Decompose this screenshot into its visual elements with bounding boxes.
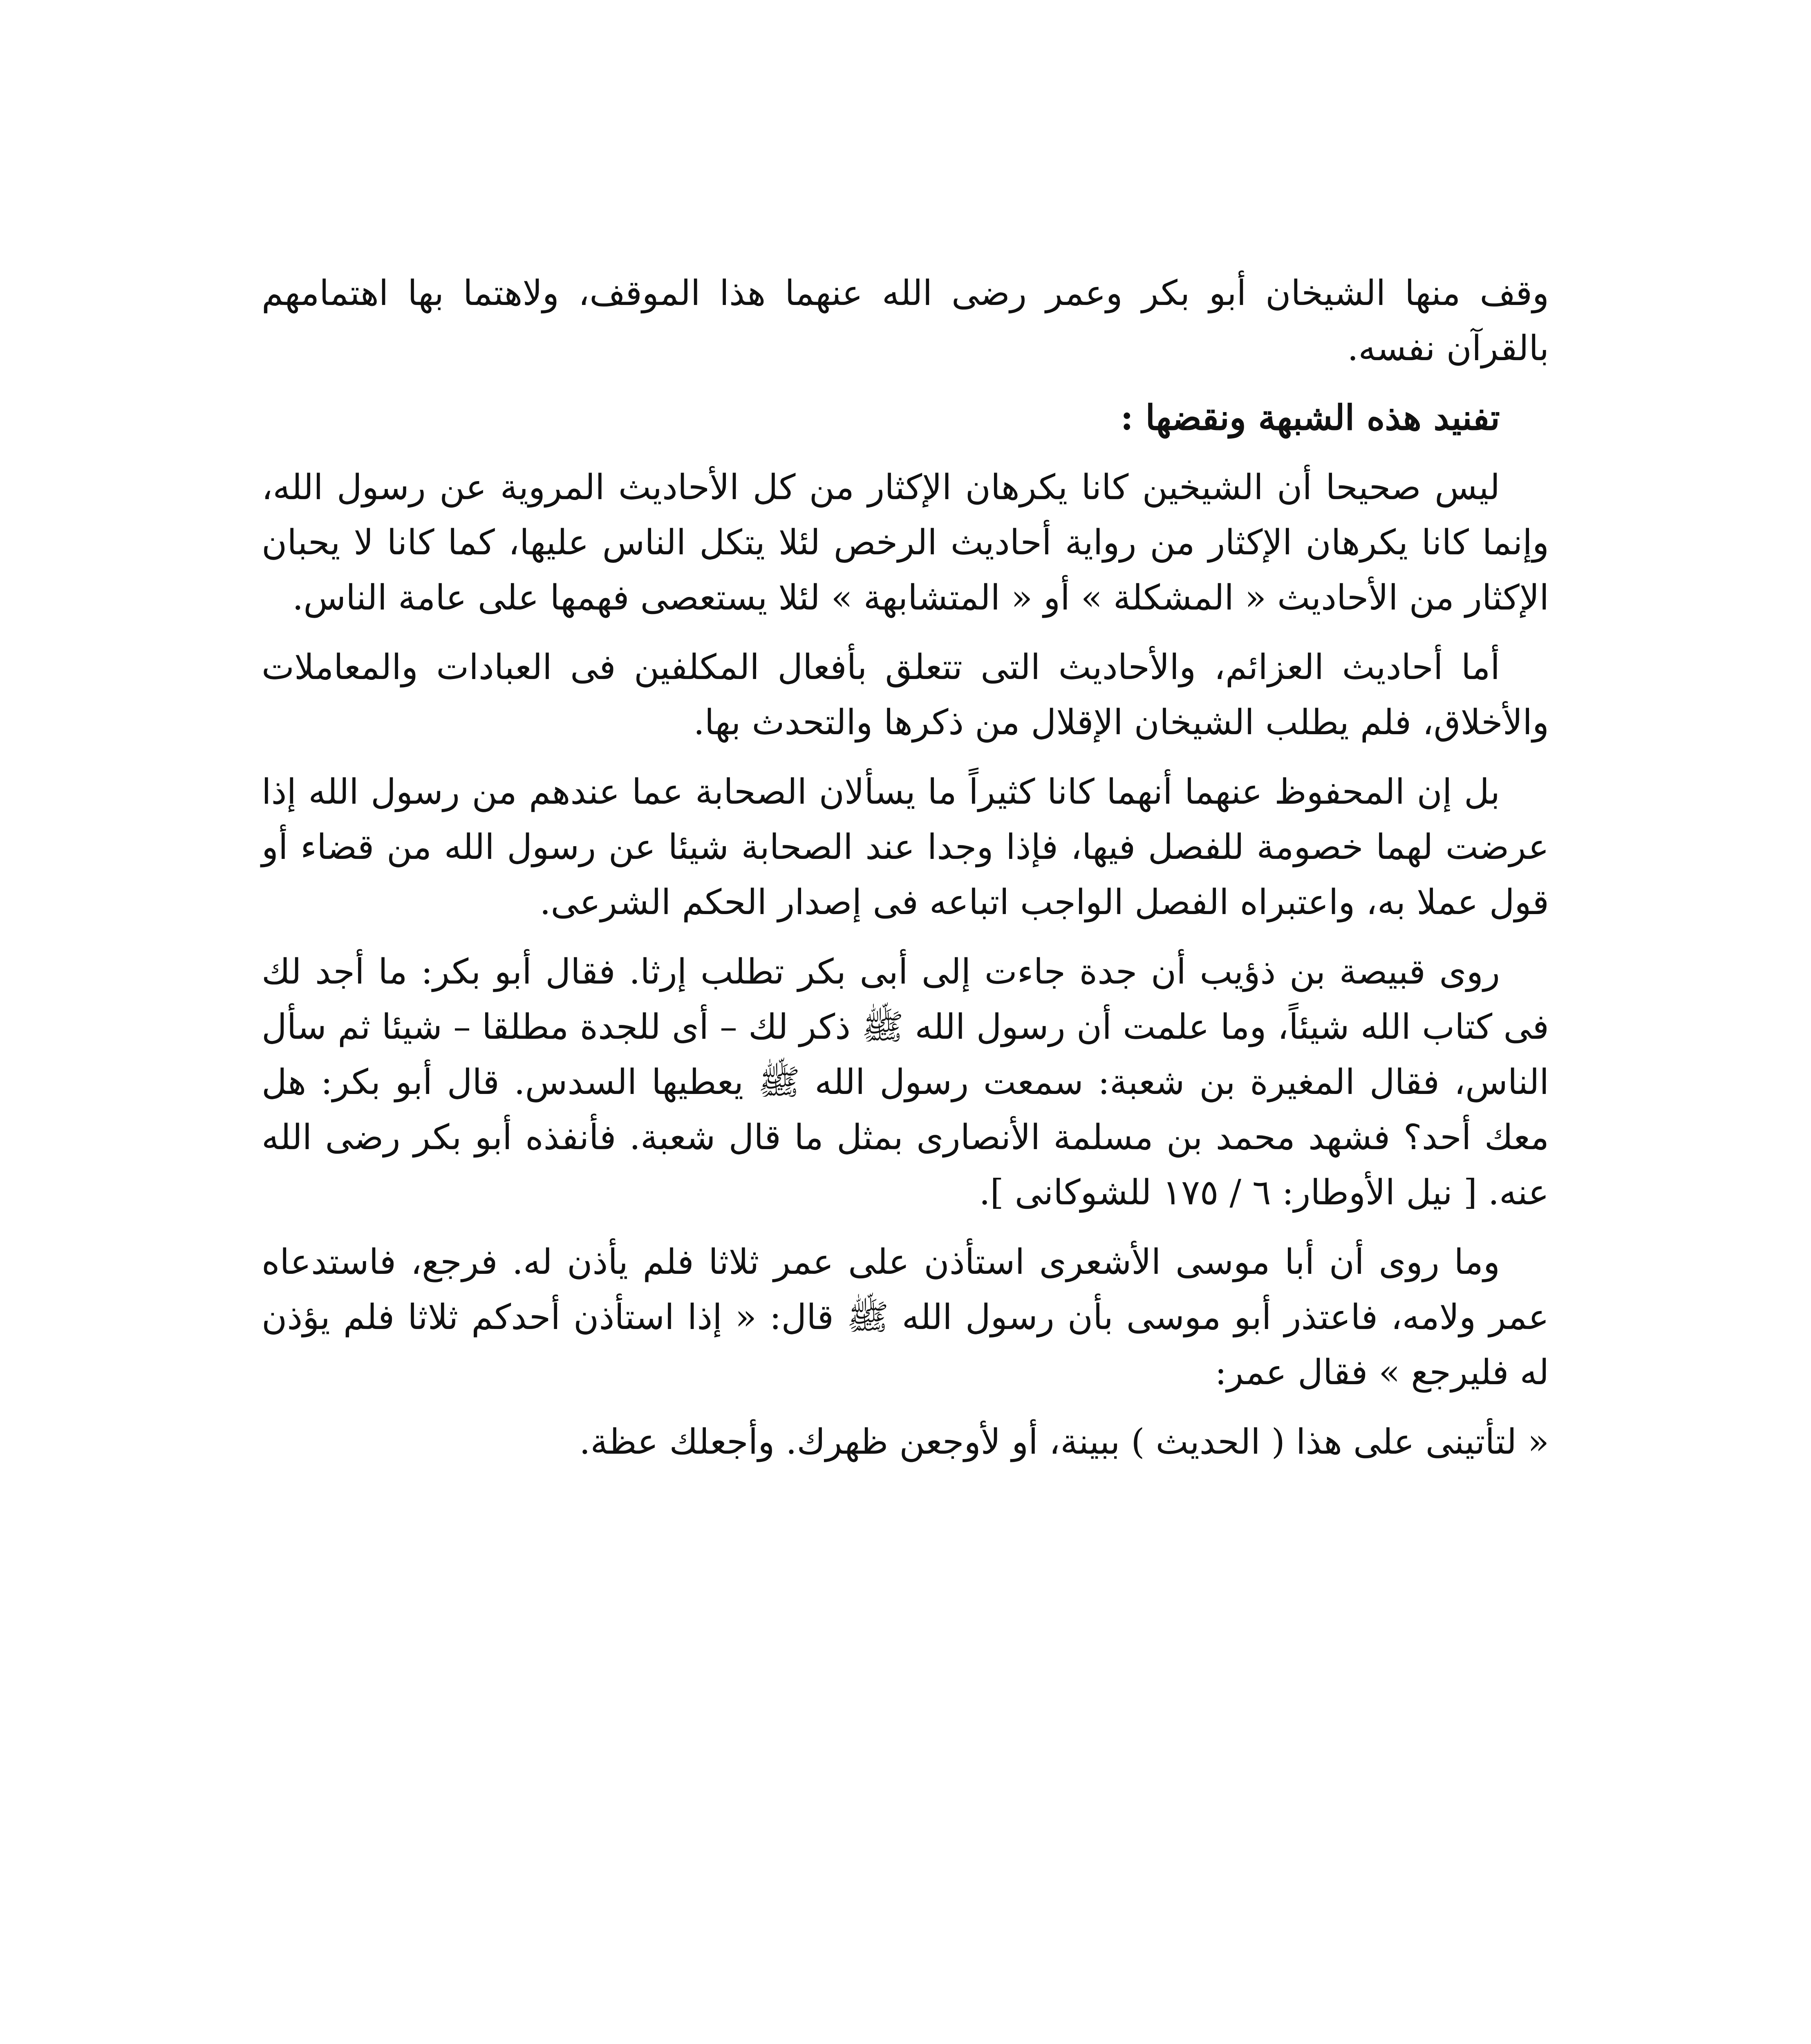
continuation-paragraph: وقف منها الشيخان أبو بكر وعمر رضى الله عنهما هذا الموقف، ولاهتما بها اهتمامهم بالقرآن نفسه.	[262, 273, 1549, 369]
paragraph-4: روى قبيصة بن ذؤيب أن جدة جاءت إلى أبى بكر تطلب إرثا. فقال أبو بكر: ما أجد لك فى كتاب الله شيئاً، وما علمت أن رسول الله ﷺ ذكر لك – أى للجدة مطلقا – شيئا ثم سأل الناس، فقال المغيرة بن شعبة: سمعت رسول الله ﷺ يعطيها السدس. قال أبو بكر: هل معك أحد؟ فشهد محمد بن مسلمة الأنصارى بمثل ما قال شعبة. فأنفذه أبو بكر رضى الله عنه. [ نيل الأوطار: ٦ / ١٧٥ للشوكانى ].	[262, 952, 1549, 1213]
section-heading: تفنيد هذه الشبهة ونقضها :	[1120, 397, 1500, 438]
closing-quote-line: « لتأتينى على هذا ( الحديث ) ببينة، أو لأوجعن ظهرك. وأجعلك عظة.	[579, 1422, 1549, 1462]
paragraph-3: بل إن المحفوظ عنهما أنهما كانا كثيراً ما يسألان الصحابة عما عندهم من رسول الله إذا عرضت لهما خصومة للفصل فيها، فإذا وجدا عند الصحابة شيئا عن رسول الله من قضاء أو قول عملا به، واعتبراه الفصل الواجب اتباعه فى إصدار الحكم الشرعى.	[262, 772, 1549, 923]
paragraph-1: ليس صحيحا أن الشيخين كانا يكرهان الإكثار من كل الأحاديث المروية عن رسول الله، وإنما كانا يكرهان الإكثار من رواية أحاديث الرخص لئلا يتكل الناس عليها، كما كانا لا يحبان الإكثار من الأحاديث « المشكلة » أو « المتشابهة » لئلا يستعصى فهمها على عامة الناس.	[262, 467, 1549, 618]
paragraph-5: وما روى أن أبا موسى الأشعرى استأذن على عمر ثلاثا فلم يأذن له. فرجع، فاستدعاه عمر ولامه، فاعتذر أبو موسى بأن رسول الله ﷺ قال: « إذا استأذن أحدكم ثلاثا فلم يؤذن له فليرجع » فقال عمر:	[262, 1242, 1549, 1393]
paragraph-2: أما أحاديث العزائم، والأحاديث التى تتعلق بأفعال المكلفين فى العبادات والمعاملات والأخلاق، فلم يطلب الشيخان الإقلال من ذكرها والتحدث بها.	[262, 647, 1549, 743]
page-body	[262, 266, 1549, 1484]
